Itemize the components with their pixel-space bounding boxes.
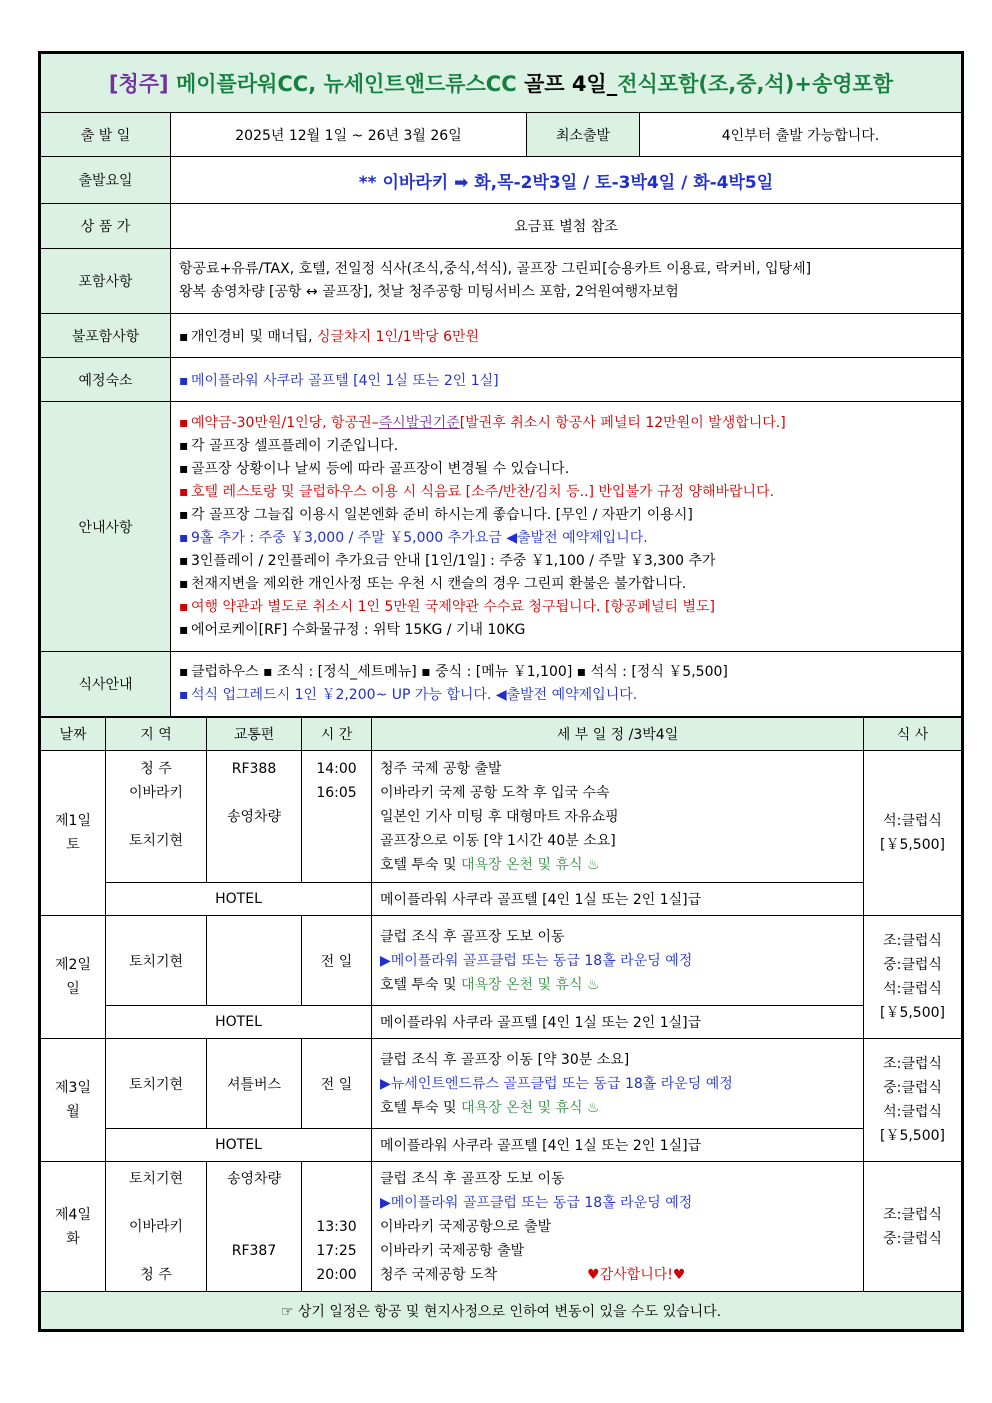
meal-label: 식사안내	[41, 652, 171, 717]
single-charge: 싱글챠지 1인/1박당 6만원	[317, 328, 480, 345]
day1-hotel: 메이플라워 사쿠라 골프텔 [4인 1실 또는 2인 1실]급	[372, 883, 864, 916]
weekday-label: 출발요일	[41, 157, 171, 204]
day3-region: 토치기현	[106, 1039, 207, 1129]
included-line: 왕복 송영차량 [공항 ↔ 골프장], 첫날 청주공항 미팅서비스 포함, 2억원여행자보험	[179, 284, 679, 300]
day1-hotel-label: HOTEL	[106, 883, 372, 916]
excluded-label: 불포함사항	[41, 314, 171, 358]
excluded-text: 개인경비 및 매너팁,	[191, 328, 317, 345]
day4-region: 토치기현 이바라키 청 주	[106, 1162, 207, 1292]
departure-label: 출 발 일	[41, 113, 171, 157]
notes-list	[171, 402, 962, 652]
departure-value: 2025년 12월 1일 ~ 26년 3월 26일	[171, 113, 527, 157]
day1-detail: 청주 국제 공항 출발 이바라키 국제 공항 도착 후 입국 수속 일본인 기사 미팅 후 대형마트 자유쇼핑 골프장으로 이동 [약 1시간 40분 소요] 호텔 투숙 및 대욕장 온천 및 휴식 ♨	[372, 751, 864, 883]
page-title	[41, 54, 962, 113]
day4-detail: 클럽 조식 후 골프장 도보 이동 ▶메이플라워 골프클럽 또는 동급 18홀 라운딩 예정 이바라키 국제공항으로 출발 이바라키 국제공항 출발 청주 국제공항 도착 ♥감사합니다!♥	[372, 1162, 864, 1292]
day3-meal: 조:클럽식 중:클럽식 석:클럽식 [￥5,500]	[864, 1039, 962, 1162]
meal-upgrade-line: ▪ 석식 업그레드시 1인 ￥2,200~ UP 가능 합니다. ◀출발전 예약제입니다.	[179, 687, 638, 703]
notes-label: 안내사항	[41, 402, 171, 652]
day1-row	[41, 751, 962, 883]
weekday-value: ** 이바라키 ➡ 화,목-2박3일 / 토-3박4일 / 화-4박5일	[171, 157, 962, 204]
day2-region: 토치기현	[106, 916, 207, 1006]
day4-transport: 송영차량 RF387	[207, 1162, 302, 1292]
note-item: ▪ 9홀 추가 : 주중 ￥3,000 / 주말 ￥5,000 추가요금 ◀출발전 예약제입니다.	[179, 529, 648, 546]
schedule-table	[40, 717, 962, 1330]
day3-hotel-label: HOTEL	[106, 1129, 372, 1162]
day3-detail: 클럽 조식 후 골프장 이동 [약 30분 소요] ▶뉴세인트엔드류스 골프클럽 또는 동급 18홀 라운딩 예정 호텔 투숙 및 대욕장 온천 및 휴식 ♨	[372, 1039, 864, 1129]
col-date: 날짜	[41, 718, 106, 751]
day3-date: 제3일 월	[41, 1039, 106, 1162]
title-golf: 골프 4일_	[523, 72, 618, 96]
min-label: 최소출발	[527, 113, 640, 157]
included-line: 항공료+유류/TAX, 호텔, 전일정 식사(조식,중식,석식), 골프장 그린피[승용카트 이용료, 락커비, 입탕세]	[179, 261, 812, 277]
info-table	[40, 53, 962, 717]
hotel-text: 메이플라워 사쿠라 골프텔 [4인 1실 또는 2인 1실]	[191, 372, 499, 389]
day4-row	[41, 1162, 962, 1292]
day3-time: 전 일	[302, 1039, 372, 1129]
included-label: 포함사항	[41, 249, 171, 314]
note-item: ▪ 예약금-30만원/1인당, 항공권–즉시발권기준[발권후 취소시 항공사 페널티 12만원이 발생합니다.]	[179, 414, 786, 431]
included-value	[171, 249, 962, 314]
note-item: ▪ 에어로케이[RF] 수화물규정 : 위탁 15KG / 기내 10KG	[179, 621, 526, 638]
itinerary-sheet	[38, 51, 964, 1332]
day2-time: 전 일	[302, 916, 372, 1006]
day2-meal: 조:클럽식 중:클럽식 석:클럽식 [￥5,500]	[864, 916, 962, 1039]
day3-hotel: 메이플라워 사쿠라 골프텔 [4인 1실 또는 2인 1실]급	[372, 1129, 864, 1162]
title-region: [청주]	[108, 72, 169, 96]
excluded-value: ▪ 개인경비 및 매너팁, 싱글챠지 1인/1박당 6만원	[171, 314, 962, 358]
col-time: 시 간	[302, 718, 372, 751]
col-detail: 세 부 일 정 /3박4일	[372, 718, 864, 751]
note-item: ▪ 호텔 레스토랑 및 클럽하우스 이용 시 식음료 [소주/반찬/김치 등..] 반입불가 규정 양해바랍니다.	[179, 483, 775, 500]
hotel-label: 예정숙소	[41, 358, 171, 402]
day2-hotel-label: HOTEL	[106, 1006, 372, 1039]
col-region: 지 역	[106, 718, 207, 751]
col-meal: 식 사	[864, 718, 962, 751]
day2-detail: 클럽 조식 후 골프장 도보 이동 ▶메이플라워 골프클럽 또는 동급 18홀 라운딩 예정 호텔 투숙 및 대욕장 온천 및 휴식 ♨	[372, 916, 864, 1006]
note-item: ▪ 3인플레이 / 2인플레이 추가요금 안내 [1인/1일] : 주중 ￥1,100 / 주말 ￥3,300 추가	[179, 552, 716, 569]
hotel-value: ▪ 메이플라워 사쿠라 골프텔 [4인 1실 또는 2인 1실]	[171, 358, 962, 402]
day3-row	[41, 1039, 962, 1129]
day2-date: 제2일 일	[41, 916, 106, 1039]
day3-transport: 셔틀버스	[207, 1039, 302, 1129]
day4-time: 13:30 17:25 20:00	[302, 1162, 372, 1292]
meal-info	[171, 652, 962, 717]
note-item: ▪ 여행 약관과 별도로 취소시 1인 5만원 국제약관 수수료 청구됩니다. [항공페널티 별도]	[179, 598, 715, 615]
day2-transport	[207, 916, 302, 1006]
note-item: ▪ 각 골프장 그늘집 이용시 일본엔화 준비 하시는게 좋습니다. [무인 / 자판기 이용시]	[179, 506, 693, 523]
day2-hotel: 메이플라워 사쿠라 골프텔 [4인 1실 또는 2인 1실]급	[372, 1006, 864, 1039]
title-meals: 전식포함(조,중,석)+송영포함	[617, 72, 894, 96]
note-item: ▪ 골프장 상황이나 날씨 등에 따라 골프장이 변경될 수 있습니다.	[179, 460, 570, 477]
note-item: ▪ 각 골프장 셀프플레이 기준입니다.	[179, 437, 399, 454]
thanks-text: ♥감사합니다!♥	[587, 1266, 686, 1283]
meal-line: ▪ 클럽하우스 ▪ 조식 : [정식_세트메뉴] ▪ 중식 : [메뉴 ￥1,100] ▪ 석식 : [정식 ￥5,500]	[179, 664, 728, 680]
price-value: 요금표 별첨 참조	[171, 204, 962, 249]
min-value: 4인부터 출발 가능합니다.	[640, 113, 962, 157]
day4-date: 제4일 화	[41, 1162, 106, 1292]
footer-note: ☞ 상기 일정은 항공 및 현지사정으로 인하여 변동이 있을 수도 있습니다.	[41, 1292, 962, 1330]
price-label: 상 품 가	[41, 204, 171, 249]
note-item: ▪ 천재지변을 제외한 개인사정 또는 우천 시 캔슬의 경우 그린피 환불은 불가합니다.	[179, 575, 687, 592]
day4-meal: 조:클럽식 중:클럽식	[864, 1162, 962, 1292]
day1-date: 제1일 토	[41, 751, 106, 916]
day1-transport: RF388 송영차량	[207, 751, 302, 883]
day1-time: 14:00 16:05	[302, 751, 372, 883]
day2-row	[41, 916, 962, 1006]
day1-region: 청 주 이바라키 토치기현	[106, 751, 207, 883]
title-courses: 메이플라워CC, 뉴세인트앤드류스CC	[175, 72, 517, 96]
day1-meal: 석:클럽식 [￥5,500]	[864, 751, 962, 916]
col-transport: 교통편	[207, 718, 302, 751]
